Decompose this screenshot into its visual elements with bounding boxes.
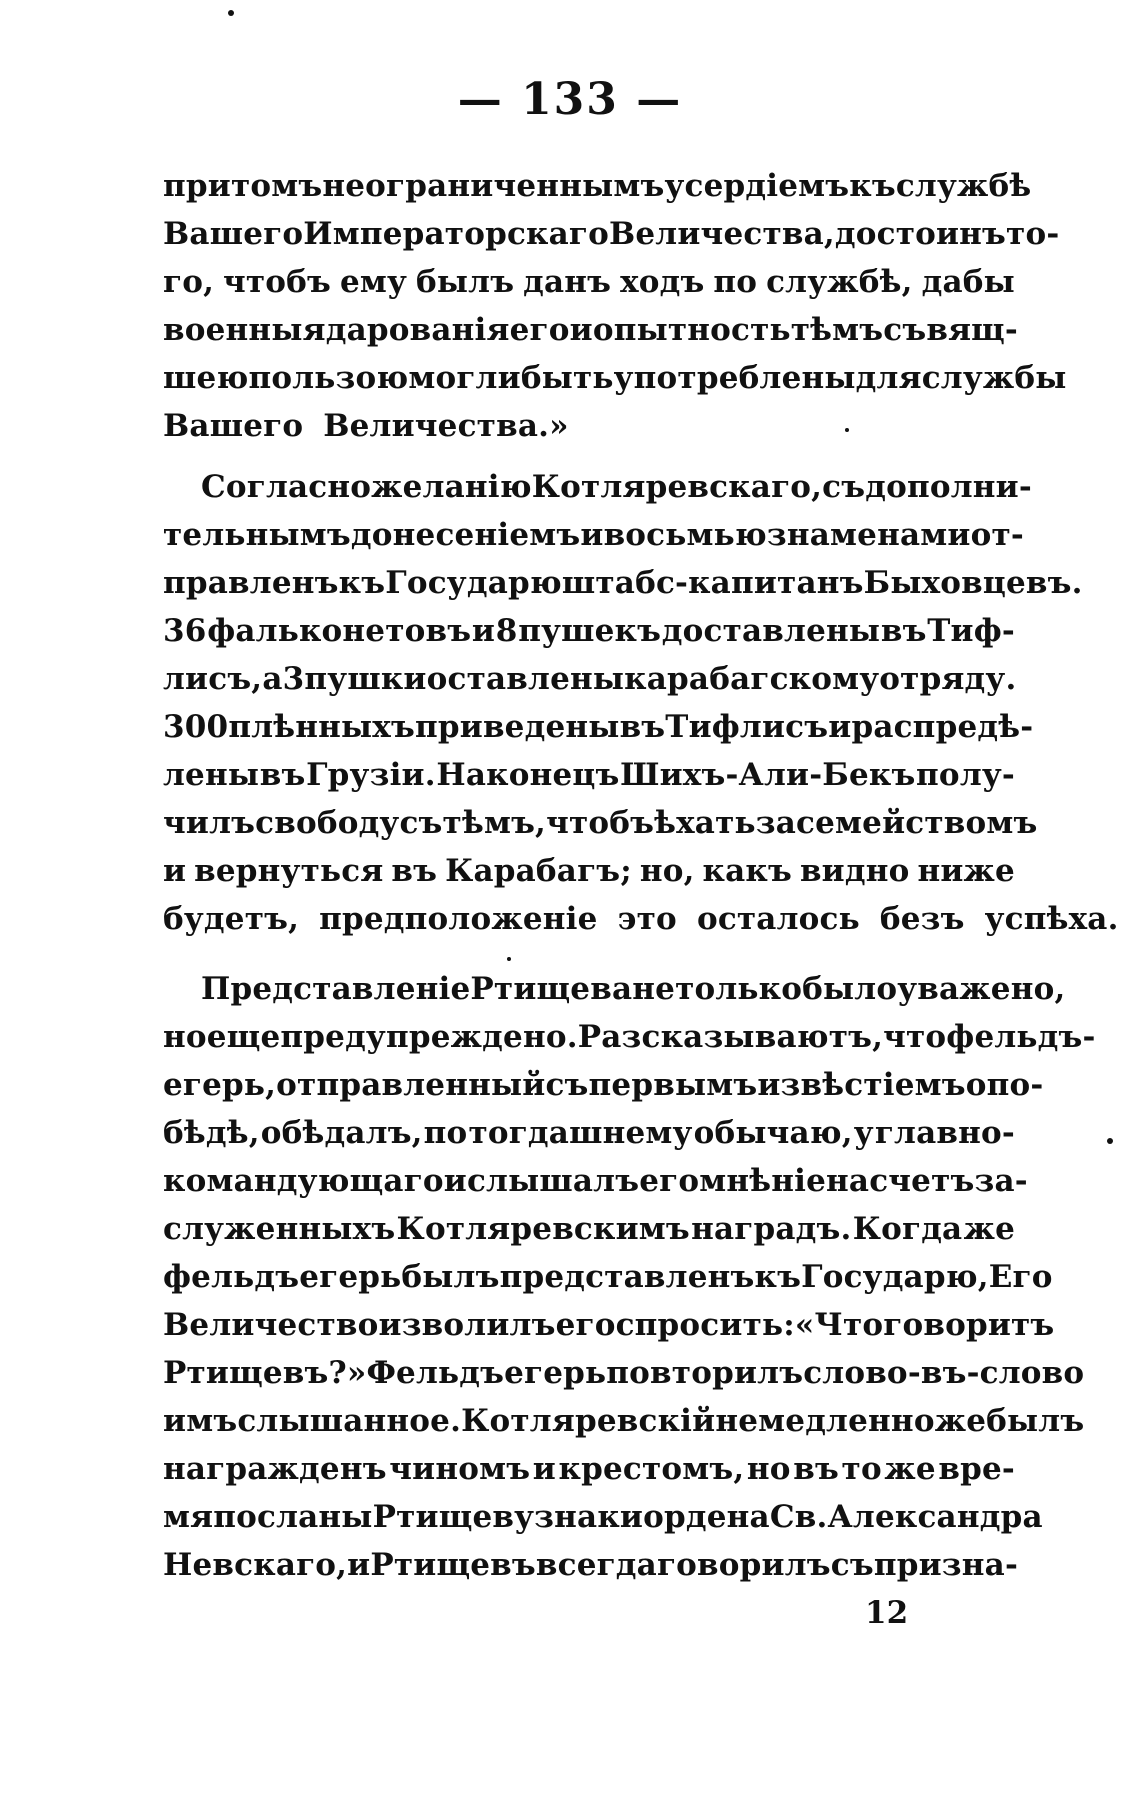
word: 3 — [282, 661, 305, 697]
word: Величества.» — [323, 408, 569, 444]
word: съ — [883, 312, 927, 348]
word: Быховцевъ. — [863, 565, 1083, 601]
text-line — [163, 306, 1018, 354]
word: безъ — [879, 901, 965, 937]
word: Величества, — [608, 216, 835, 252]
word: Вашего — [163, 216, 304, 252]
word: чтобъ — [223, 264, 332, 300]
word: и — [569, 312, 593, 348]
word: награжденъ — [163, 1451, 387, 1487]
text-line — [163, 1301, 1055, 1349]
word: призна- — [873, 1547, 1019, 1583]
word: пушки — [304, 661, 427, 697]
word: всегда — [535, 1547, 657, 1583]
word: немедленно — [715, 1403, 935, 1439]
word: знаки — [534, 1499, 644, 1535]
word: ѣхать — [654, 805, 756, 841]
text-line — [163, 258, 1015, 306]
word: отправленный — [276, 1067, 546, 1103]
word: Государю — [385, 565, 562, 601]
word: тогдашнему — [468, 1115, 693, 1151]
word: «Что — [794, 1307, 884, 1343]
word: предположеніе — [319, 901, 598, 937]
text-line — [163, 511, 1024, 559]
text-line — [163, 210, 1060, 258]
word: съ — [822, 469, 866, 505]
text-line — [163, 463, 1032, 511]
word: будетъ, — [163, 901, 300, 937]
word: къ — [849, 168, 896, 204]
word: же — [934, 1403, 987, 1439]
word: видно — [799, 853, 910, 889]
word: а — [262, 661, 283, 697]
word: Вашего — [163, 408, 304, 444]
word: то- — [1006, 216, 1060, 252]
word: неограниченнымъ — [322, 168, 665, 204]
word: о — [965, 1067, 987, 1103]
word: было — [802, 971, 898, 1007]
word: же — [884, 1451, 936, 1487]
text-line — [163, 847, 1015, 895]
word: быть — [520, 360, 614, 396]
word: Тифлисъ — [665, 709, 829, 745]
word: же — [963, 1211, 1015, 1247]
word: тельнымъ — [163, 517, 351, 553]
word: осталось — [696, 901, 860, 937]
word: Ртищеву — [372, 1499, 535, 1535]
word: могли — [408, 360, 521, 396]
paragraph-3 — [163, 965, 1096, 1589]
word: счетъ — [869, 1163, 975, 1199]
word: Котляревскимъ — [396, 1211, 690, 1247]
word: къ — [338, 565, 386, 601]
paragraph-2 — [163, 463, 1119, 943]
text-line — [163, 703, 1034, 751]
word: Разсказываютъ, — [577, 1019, 884, 1055]
word: правленъ — [163, 565, 339, 601]
word: приведены — [414, 709, 620, 745]
word: службѣ — [895, 168, 1032, 204]
word: от- — [970, 517, 1024, 553]
word: его — [639, 1163, 700, 1199]
word: лены — [163, 757, 260, 793]
word: къ — [754, 1259, 802, 1295]
word: слышанное. — [237, 1403, 462, 1439]
text-line — [163, 1397, 1085, 1445]
word: дарованія — [325, 312, 510, 348]
word: какъ — [702, 853, 792, 889]
word: имъ — [163, 1403, 238, 1439]
word: 36 — [163, 613, 207, 649]
word: съ — [399, 805, 443, 841]
text-line — [163, 1445, 1015, 1493]
word: Грузіи. — [306, 757, 436, 793]
word: доставлены — [661, 613, 881, 649]
word: вернуться — [194, 853, 384, 889]
word: Ртищевъ — [370, 1547, 536, 1583]
word: тѣмъ — [790, 312, 884, 348]
word: достоинъ — [834, 216, 1007, 252]
word: плѣнныхъ — [228, 709, 415, 745]
word: и — [580, 517, 604, 553]
word: свободу — [255, 805, 400, 841]
word: его — [555, 1307, 616, 1343]
word: командующаго — [163, 1163, 444, 1199]
text-line — [163, 1253, 1053, 1301]
word: вящ- — [926, 312, 1018, 348]
word: Представленіе — [201, 971, 471, 1007]
word: Шихъ-Али-Бекъ — [620, 757, 916, 793]
word: что — [883, 1019, 947, 1055]
word: тѣмъ, — [442, 805, 547, 841]
word: Котляревскій — [461, 1403, 716, 1439]
word: говоритъ — [883, 1307, 1055, 1343]
text-line — [163, 895, 1119, 943]
word: Его — [988, 1259, 1053, 1295]
word: но — [163, 1019, 207, 1055]
word: за — [755, 805, 797, 841]
word: Св. — [769, 1499, 828, 1535]
word: но, — [639, 853, 695, 889]
word: и — [471, 613, 496, 649]
word: въ — [619, 709, 666, 745]
ink-speck — [507, 957, 511, 961]
text-line — [163, 1493, 1043, 1541]
word: бѣдѣ, — [163, 1115, 260, 1151]
word: Тиф- — [927, 613, 1015, 649]
word: по — [713, 264, 758, 300]
word: говорилъ — [656, 1547, 831, 1583]
text-line — [163, 162, 1032, 210]
word: ему — [339, 264, 408, 300]
word: повторилъ — [606, 1355, 804, 1391]
word: донесеніемъ — [350, 517, 581, 553]
word: употреблены — [613, 360, 856, 396]
word: 8 — [495, 613, 518, 649]
word: предупреждено. — [280, 1019, 578, 1055]
word: оставлены — [426, 661, 625, 697]
word: Котляревскаго, — [531, 469, 823, 505]
text-line — [163, 354, 1067, 402]
word: вре- — [938, 1451, 1015, 1487]
word: за- — [974, 1163, 1028, 1199]
word: по- — [986, 1067, 1044, 1103]
word: еще — [206, 1019, 281, 1055]
text-line — [163, 1013, 1096, 1061]
text-line — [163, 1157, 1028, 1205]
word: пушекъ — [518, 613, 662, 649]
word: фельдъ- — [946, 1019, 1096, 1055]
word: Государю, — [801, 1259, 989, 1295]
word: у — [853, 1115, 874, 1151]
text-line — [163, 1541, 1019, 1589]
word: Согласно — [201, 469, 372, 505]
word: служенныхъ — [163, 1211, 396, 1247]
page-number: — 133 — — [457, 74, 683, 125]
word: въ — [259, 757, 306, 793]
word: ордена — [643, 1499, 770, 1535]
word: мнѣніе — [699, 1163, 827, 1199]
word: Ртищева — [470, 971, 633, 1007]
ink-speck — [228, 10, 234, 16]
word: слышалъ — [466, 1163, 640, 1199]
word: восьмью — [603, 517, 767, 553]
word: Ртищевъ?» — [163, 1355, 367, 1391]
word: военныя — [163, 312, 326, 348]
word: былъ — [401, 1259, 500, 1295]
word: съ — [545, 1067, 589, 1103]
paragraph-1 — [163, 162, 1067, 450]
word: семействомъ — [796, 805, 1038, 841]
word: желанію — [371, 469, 532, 505]
text-line — [163, 965, 1066, 1013]
word: Императорскаго — [303, 216, 609, 252]
word: обѣдалъ, — [260, 1115, 423, 1151]
word: притомъ — [163, 168, 323, 204]
text-line — [163, 655, 1015, 703]
text-line — [163, 1061, 1044, 1109]
word: ниже — [917, 853, 1015, 889]
text-line — [163, 1349, 1085, 1397]
word: дабы — [921, 264, 1015, 300]
word: Карабагъ; — [445, 853, 632, 889]
word: и — [163, 853, 187, 889]
word: 300 — [163, 709, 229, 745]
word: въ — [391, 853, 438, 889]
word: мя — [163, 1499, 214, 1535]
word: и — [532, 1451, 556, 1487]
text-line — [163, 751, 1015, 799]
word: знаменами — [766, 517, 971, 553]
text-line — [163, 1205, 1015, 1253]
word: службы — [921, 360, 1067, 396]
word: лисъ, — [163, 661, 263, 697]
word: Когда — [852, 1211, 963, 1247]
word: на — [826, 1163, 870, 1199]
text-line — [163, 799, 1038, 847]
word: его — [509, 312, 570, 348]
word: въ — [880, 613, 927, 649]
word: ходъ — [620, 264, 705, 300]
word: усердіемъ — [664, 168, 850, 204]
word: чтобъ — [546, 805, 655, 841]
word: по — [423, 1115, 468, 1151]
word: чилъ — [163, 805, 256, 841]
word: и — [443, 1163, 467, 1199]
word: полу- — [916, 757, 1015, 793]
word: егерь, — [163, 1067, 277, 1103]
word: представленъ — [499, 1259, 755, 1295]
word: обычаю, — [693, 1115, 853, 1151]
word: для — [855, 360, 922, 396]
word: крестомъ, — [558, 1451, 745, 1487]
word: уважено, — [897, 971, 1066, 1007]
word: не — [632, 971, 676, 1007]
word: извѣстіемъ — [757, 1067, 966, 1103]
word: фальконетовъ — [207, 613, 472, 649]
word: Наконецъ — [436, 757, 620, 793]
word: но — [746, 1451, 791, 1487]
word: посланы — [213, 1499, 373, 1535]
word: первымъ — [588, 1067, 758, 1103]
word: это — [617, 901, 677, 937]
word: Фельдъегерь — [366, 1355, 607, 1391]
word: фельдъегерь — [163, 1259, 402, 1295]
word: пользою — [248, 360, 409, 396]
word: данъ — [523, 264, 612, 300]
word: слово-въ-слово — [803, 1355, 1085, 1391]
word: службѣ, — [766, 264, 913, 300]
word: штабс-капитанъ — [561, 565, 864, 601]
word: Величество — [163, 1307, 379, 1343]
word: Невскаго, — [163, 1547, 348, 1583]
word: въ — [793, 1451, 839, 1487]
word: главно- — [874, 1115, 1015, 1151]
word: чиномъ — [389, 1451, 531, 1487]
word: Александра — [827, 1499, 1043, 1535]
word: былъ — [986, 1403, 1085, 1439]
word: спросить: — [615, 1307, 795, 1343]
word: опытность — [592, 312, 791, 348]
word: то — [841, 1451, 882, 1487]
ink-speck — [1107, 1138, 1113, 1144]
text-line — [163, 402, 1015, 450]
word: только — [675, 971, 803, 1007]
word: съ — [830, 1547, 874, 1583]
word: былъ — [416, 264, 515, 300]
word: карабагскому — [624, 661, 880, 697]
text-line — [163, 1109, 1015, 1157]
word: дополни- — [865, 469, 1032, 505]
text-line — [163, 607, 1015, 655]
word: шею — [163, 360, 249, 396]
word: отряду. — [879, 661, 1017, 697]
text-line — [163, 559, 1083, 607]
word: наградъ. — [691, 1211, 852, 1247]
word: и — [828, 709, 852, 745]
word: распредѣ- — [851, 709, 1034, 745]
word: изволилъ — [378, 1307, 556, 1343]
word: го, — [163, 264, 215, 300]
word: успѣха. — [984, 901, 1119, 937]
signature-mark: 12 — [865, 1595, 909, 1631]
word: и — [347, 1547, 371, 1583]
